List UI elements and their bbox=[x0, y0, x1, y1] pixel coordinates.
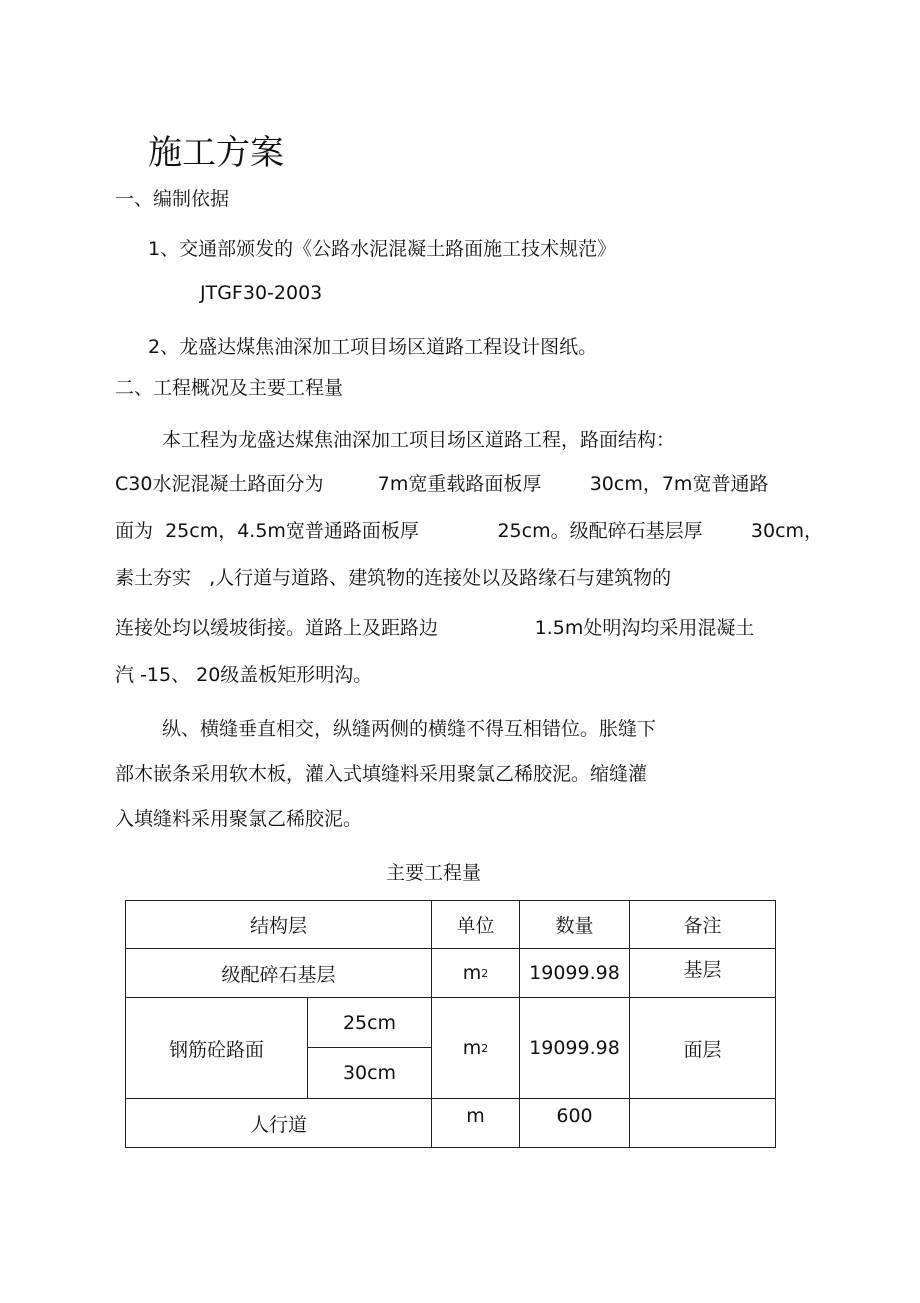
paragraph-line: 汽 -15、 20级盖板矩形明沟。 bbox=[115, 664, 373, 686]
paragraph-line: 素土夯实 ,人行道与道路、建筑物的连接处以及路缘石与建筑物的 bbox=[115, 567, 672, 589]
table-title: 主要工程量 bbox=[386, 862, 482, 884]
table-cell: 钢筋砼路面 bbox=[126, 998, 308, 1099]
paragraph-line: 入填缝料采用聚氯乙稀胶泥。 bbox=[115, 808, 363, 830]
quantities-table bbox=[125, 900, 776, 1148]
table-header-row bbox=[126, 901, 776, 949]
table-cell: 600 bbox=[520, 1099, 630, 1148]
reference-item-1: 1、交通部颁发的《公路水泥混凝土路面施工技术规范》 bbox=[148, 238, 617, 260]
table-cell: 面层 bbox=[630, 998, 776, 1099]
paragraph-line: 连接处均以缓坡街接。道路上及距路边 1.5m处明沟均采用混凝土 bbox=[115, 617, 755, 639]
paragraph-line: 本工程为龙盛达煤焦油深加工项目场区道路工程，路面结构： bbox=[162, 429, 676, 451]
page-title: 施工方案 bbox=[148, 133, 284, 173]
table-cell: 19099.98 bbox=[520, 949, 630, 998]
table-cell: 30cm bbox=[308, 1048, 432, 1099]
header-cell: 备注 bbox=[630, 901, 776, 949]
table-cell: 25cm bbox=[308, 998, 432, 1048]
unit-cell: m bbox=[432, 1099, 520, 1148]
table-row bbox=[126, 949, 776, 998]
paragraph-line: 纵、横缝垂直相交，纵缝两侧的横缝不得互相错位。胀缝下 bbox=[162, 718, 657, 740]
table-cell: 级配碎石基层 bbox=[126, 949, 432, 998]
unit-cell: $m_2$ bbox=[432, 949, 520, 998]
header-cell: 结构层 bbox=[126, 901, 432, 949]
header-cell: 数量 bbox=[520, 901, 630, 949]
paragraph-line: 部木嵌条采用软木板，灌入式填缝料采用聚氯乙稀胶泥。缩缝灌 bbox=[115, 763, 648, 785]
table-row bbox=[126, 998, 776, 1048]
paragraph-line: 面为 25cm，4.5m宽普通路面板厚 25cm。级配碎石基层厚 30cm， bbox=[115, 520, 824, 542]
table-cell: 19099.98 bbox=[520, 998, 630, 1099]
reference-item-2: 2、龙盛达煤焦油深加工项目场区道路工程设计图纸。 bbox=[148, 336, 598, 358]
table-cell: 基层 bbox=[630, 949, 776, 998]
paragraph-line: C30水泥混凝土路面分为 7m宽重载路面板厚 30cm，7m宽普通路 bbox=[115, 473, 769, 495]
reference-item-1-code: JTGF30-2003 bbox=[200, 282, 323, 304]
table-row bbox=[126, 1099, 776, 1148]
section1-heading: 一、编制依据 bbox=[115, 188, 230, 210]
unit-cell: $m_2$ bbox=[432, 998, 520, 1099]
header-cell: 单位 bbox=[432, 901, 520, 949]
section2-heading: 二、工程概况及主要工程量 bbox=[115, 377, 344, 399]
table-cell: 人行道 bbox=[126, 1099, 432, 1148]
table-cell bbox=[630, 1099, 776, 1148]
